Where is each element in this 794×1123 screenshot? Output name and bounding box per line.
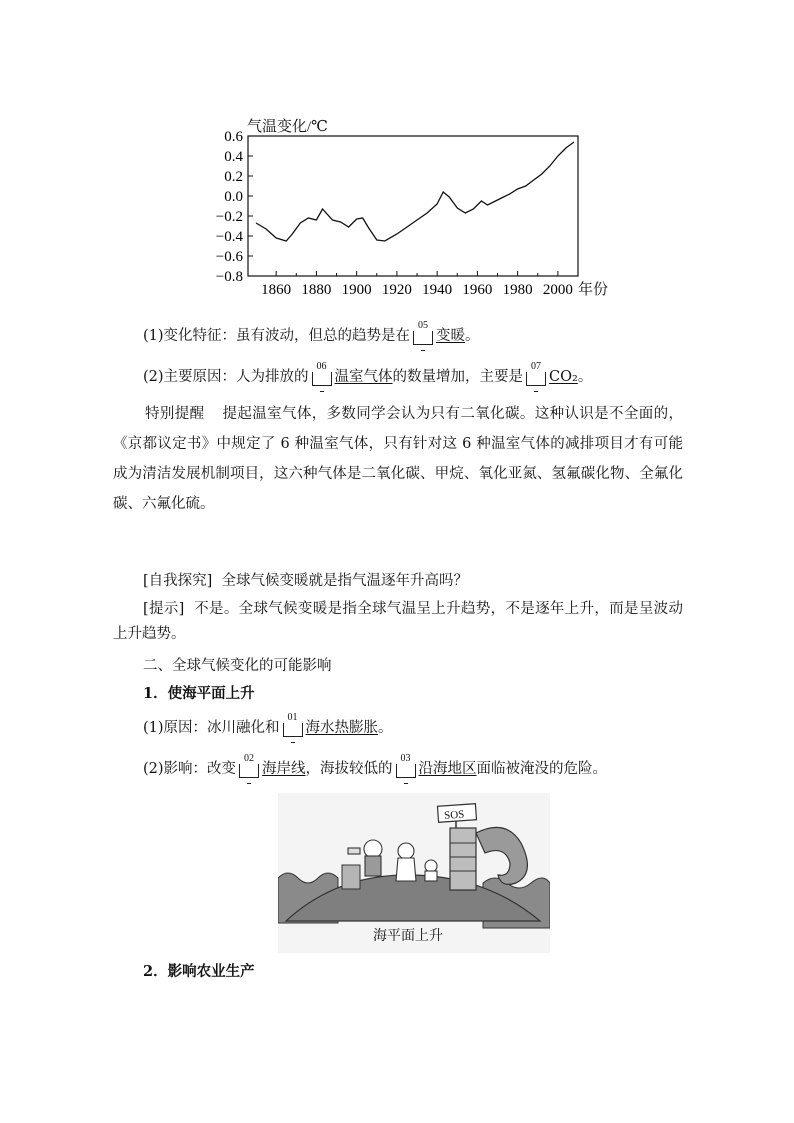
subheading-sea-level: 1．使海平面上升 [143, 685, 255, 702]
y-tick-label: −0.4 [215, 229, 243, 245]
blank-number-07: 07 [526, 366, 546, 386]
temperature-series-line [256, 142, 574, 241]
trend-answer: 变暖 [436, 328, 466, 344]
blank-number-02: 02 [239, 758, 259, 778]
building [450, 828, 476, 890]
x-tick-label: 1960 [462, 282, 493, 298]
x-tick-label: 1920 [381, 282, 412, 298]
x-tick-label: 1900 [341, 282, 372, 298]
cause-prefix: (2)主要原因：人为排放的 [143, 369, 309, 385]
plot-frame [248, 136, 578, 276]
y-tick-label: 0.0 [224, 189, 243, 205]
illustration-caption: 海平面上升 [373, 929, 443, 944]
x-tick-label: 1880 [301, 282, 332, 298]
trend-prefix: (1)变化特征：虽有波动，但总的趋势是在 [143, 328, 411, 344]
sea-level-rise-illustration [278, 793, 550, 953]
blank-number-05: 05 [413, 325, 433, 345]
y-tick-label: −0.8 [215, 269, 243, 285]
hint-label: [提示] [143, 601, 185, 617]
trend-line: (1)变化特征：虽有波动，但总的趋势是在 05 变暖。 [143, 325, 480, 346]
cause-line: (2)主要原因：人为排放的 06 温室气体的数量增加，主要是 07 CO₂。 [143, 366, 592, 387]
y-tick-label: 0.6 [224, 129, 243, 145]
cause-answer-gas: 温室气体 [334, 369, 393, 385]
sea-level-effect-line: (2)影响：改变 02 海岸线，海拔较低的 03 沿海地区面临被淹没的危险。 [143, 758, 607, 779]
cause-answer-co2: CO₂ [549, 369, 578, 385]
blank-number-03: 03 [396, 758, 416, 778]
sea-level-cause-answer: 海水热膨胀 [305, 720, 379, 736]
blank-number-01: 01 [283, 717, 303, 737]
x-tick-label: 2000 [542, 282, 573, 298]
tip-text: 提起温室气体，多数同学会认为只有二氧化碳。这种认识是不全面的，《京都议定书》中规定了 6 种温室气体，只有针对这 6 种温室气体的减排项目才有可能成为清洁发展机制项目，这六种气体是二氧化碳、甲烷、氧化亚氮、氢氟碳化物、全氟化碳、六氟化硫。 [113, 406, 684, 512]
tip-label: 特别提醒 [145, 406, 205, 422]
explore-hint-paragraph [113, 597, 683, 647]
chart-xlabel: 年份 [578, 282, 609, 298]
special-tip-paragraph [113, 399, 683, 519]
sea-level-cause-line: (1)原因：冰川融化和 01 海水热膨胀。 [143, 717, 393, 738]
hint-text: 不是。全球气候变暖是指全球气温呈上升趋势，不是逐年上升，而是呈波动上升趋势。 [113, 601, 684, 642]
x-tick-label: 1860 [261, 282, 292, 298]
blank-number-06: 06 [312, 366, 332, 386]
subheading-agriculture: 2．影响农业生产 [143, 963, 255, 980]
x-tick-label: 1940 [422, 282, 453, 298]
y-tick-label: 0.4 [224, 149, 243, 165]
y-tick-label: 0.2 [224, 169, 243, 185]
effect-answer-coastline: 海岸线 [262, 761, 306, 777]
explore-label: [自我探究] [143, 573, 213, 589]
y-tick-label: −0.2 [215, 209, 243, 225]
chart-ylabel: 气温变化/℃ [247, 119, 328, 135]
explore-question-line [143, 571, 468, 591]
effect-answer-coastal: 沿海地区 [418, 761, 477, 777]
temperature-change-chart [195, 100, 625, 300]
explore-question: 全球气候变暖就是指气温逐年升高吗？ [221, 573, 469, 589]
sos-text: SOS [443, 808, 465, 822]
y-tick-label: −0.6 [215, 249, 243, 265]
x-tick-label: 1980 [502, 282, 533, 298]
pillar [342, 865, 360, 889]
section2-heading: 二、全球气候变化的可能影响 [143, 658, 332, 674]
